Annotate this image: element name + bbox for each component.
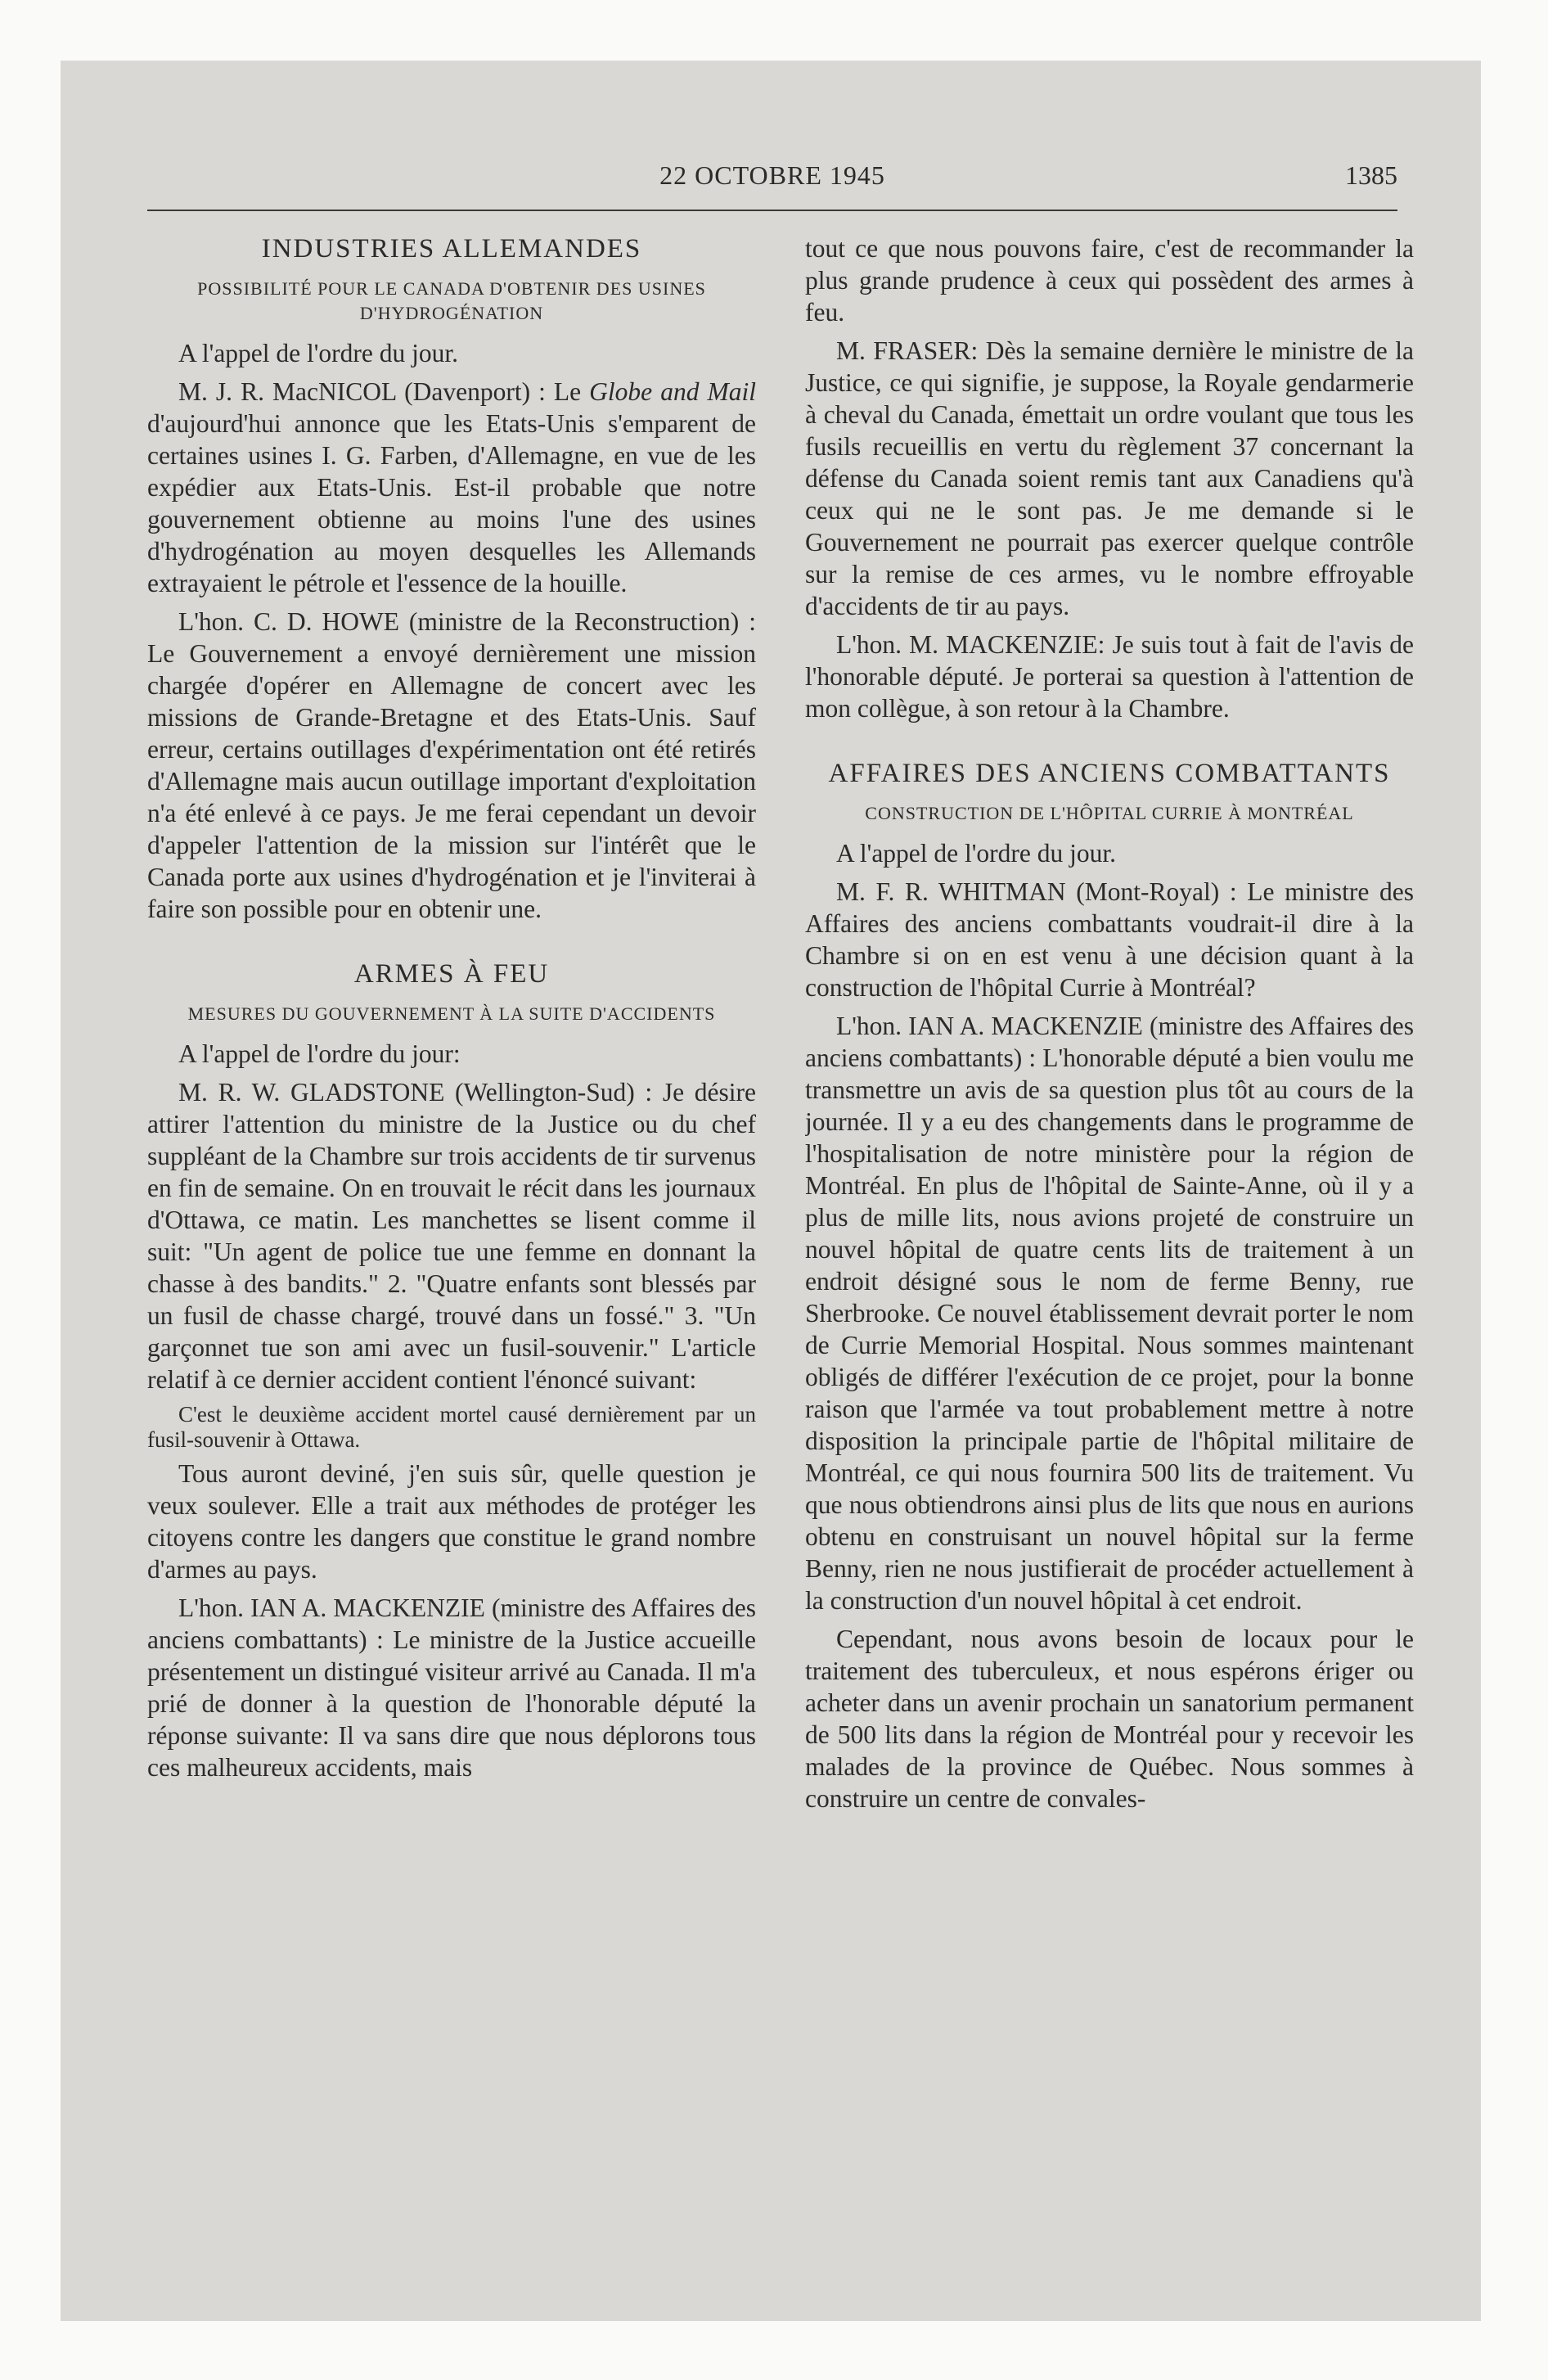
- paragraph-howe: L'hon. C. D. HOWE (ministre de la Reconstruction) : Le Gouvernement a envoyé dernièrement une mission chargée d'opérer en Allemagne de concert avec les missions de Grande-Bretagne et des Etats-Unis. Sauf erreur, certains outillages d'expérimentation ont été retirés d'Allemagne mais aucun outillage important d'exploitation n'a été enlevé à ce pays. Je me ferai cependant un devoir d'appeler l'attention de la mission sur l'intérêt que le Canada porte aux usines d'hydrogénation et je l'inviterai à faire son possible pour en obtenir une.: [147, 607, 756, 923]
- section-subtitle-hopital-currie: CONSTRUCTION DE L'HÔPITAL CURRIE À MONTRÉAL: [865, 803, 1354, 823]
- paragraph-macnicol: [147, 376, 756, 599]
- section-subtitle-hydrogenation: POSSIBILITÉ POUR LE CANADA D'OBTENIR DES USINES D'HYDROGÉNATION: [197, 278, 706, 323]
- section-title-industries: INDUSTRIES ALLEMANDES: [261, 234, 642, 264]
- text-run: d'aujourd'hui annonce que les Etats-Unis s'emparent de certaines usines I. G. Farben, d'Allemagne, en vue de les expédier aux Etats-Unis. Est-il probable que notre gouvernement obtienne au moins l'une des usines d'hydrogénation au moyen desquelles les Allemands extrayaient le pétrole et l'essence de la houille.: [147, 409, 756, 597]
- text-run: M. J. R. MacNICOL (Davenport) : Le: [178, 377, 590, 406]
- right-column: [805, 232, 1414, 2180]
- paragraph-mackenzie-reply: L'hon. M. MACKENZIE: Je suis tout à fait de l'avis de l'honorable député. Je porterai sa question à l'attention de mon collègue, à son retour à la Chambre.: [805, 630, 1414, 723]
- paragraph-sanatorium: Cependant, nous avons besoin de locaux pour le traitement des tuberculeux, et nous espérons ériger ou acheter dans un avenir prochain un sanatorium permanent de 500 lits dans la région de Montréal pour y recevoir les malades de la province de Québec. Nous sommes à construire un centre de convales-: [805, 1625, 1414, 1813]
- quotation: C'est le deuxième accident mortel causé dernièrement par un fusil-souvenir à Ottawa.: [147, 1402, 756, 1452]
- paragraph: A l'appel de l'ordre du jour.: [178, 339, 459, 367]
- newspaper-title: Globe and Mail: [589, 377, 756, 406]
- paragraph: A l'appel de l'ordre du jour.: [836, 839, 1117, 868]
- paragraph-gladstone: M. R. W. GLADSTONE (Wellington-Sud) : Je désire attirer l'attention du ministre de la Justice ou du chef suppléant de la Chambre sur trois accidents de tir survenus en fin de semaine. On en trouvait le récit dans les journaux d'Ottawa, ce matin. Les manchettes se lisent comme il suit: "Un agent de police tue une femme en donnant la chasse à des bandits." 2. "Quatre enfants sont blessés par un fusil de chasse chargé, trouvé dans un fossé." 3. "Un garçonnet tue son ami avec un fusil-souvenir." L'article relatif à ce dernier accident contient l'énoncé suivant:: [147, 1078, 756, 1394]
- paragraph-mackenzie-hospital: L'hon. IAN A. MACKENZIE (ministre des Affaires des anciens combattants) : L'honorable député a bien voulu me transmettre un avis de sa question plus tôt au cours de la journée. Il y a eu des changements dans le programme de l'hospitalisation de notre ministère pour la région de Montréal. En plus de l'hôpital de Sainte-Anne, où il y a plus de mille lits, nous avions projeté de construire un nouvel hôpital de quatre cents lits de traitement à un endroit désigné sous le nom de ferme Benny, rue Sherbrooke. Ce nouvel établissement devrait porter le nom de Currie Memorial Hospital. Nous sommes maintenant obligés de différer l'exécution de ce projet, pour la bonne raison que l'armée va tout probablement mettre à notre disposition la principale partie de l'hôpital militaire de Montréal, ce qui nous fournira 500 lits de traitement. Vu que nous obtiendrons ainsi plus de lits que nous en aurions obtenu en construisant un nouvel hôpital sur la ferme Benny, rien ne nous justifierait de procéder actuellement à la construction d'un nouvel hôpital à cet endroit.: [805, 1012, 1414, 1615]
- paragraph-fraser: M. FRASER: Dès la semaine dernière le ministre de la Justice, ce qui signifie, je suppose, la Royale gendarmerie à cheval du Canada, émettait un ordre voulant que tous les fusils recueillis en vertu du règlement 37 concernant la défense du Canada soient remis tant aux Canadiens qu'à ceux qui ne le sont pas. Je me demande si le Gouvernement ne pourrait pas exercer quelque contrôle sur la remise de ces armes, vu le nombre effroyable d'accidents de tir au pays.: [805, 336, 1414, 620]
- page-number: 1385: [1345, 160, 1397, 190]
- paragraph-continuation: tout ce que nous pouvons faire, c'est de recommander la plus grande prudence à ceux qui possèdent des armes à feu.: [805, 234, 1414, 327]
- page-header: [147, 160, 1397, 211]
- paragraph-mackenzie: L'hon. IAN A. MACKENZIE (ministre des Affaires des anciens combattants) : Le ministre de la Justice accueille présentement un distingué visiteur arrivé au Canada. Il m'a prié de donner à la question de l'honorable député la réponse suivante: Il va sans dire que nous déplorons tous ces malheureux accidents, mais: [147, 1593, 756, 1782]
- header-date: 22 OCTOBRE 1945: [659, 160, 885, 190]
- section-title-armes: ARMES À FEU: [353, 959, 550, 989]
- paragraph: A l'appel de l'ordre du jour:: [178, 1039, 461, 1068]
- paragraph: Tous auront deviné, j'en suis sûr, quelle question je veux soulever. Elle a trait aux méthodes de protéger les citoyens contre les dangers que constitue le grand nombre d'armes au pays.: [147, 1459, 756, 1584]
- section-subtitle-mesures: MESURES DU GOUVERNEMENT À LA SUITE D'ACCIDENTS: [187, 1003, 716, 1024]
- section-title-anciens-combattants: AFFAIRES DES ANCIENS COMBATTANTS: [828, 759, 1391, 788]
- paragraph-whitman: M. F. R. WHITMAN (Mont-Royal) : Le ministre des Affaires des anciens combattants voudrait-il dire à la Chambre si on en est venu à une décision quant à la construction de l'hôpital Currie à Montréal?: [805, 877, 1414, 1002]
- left-column: [147, 232, 756, 2180]
